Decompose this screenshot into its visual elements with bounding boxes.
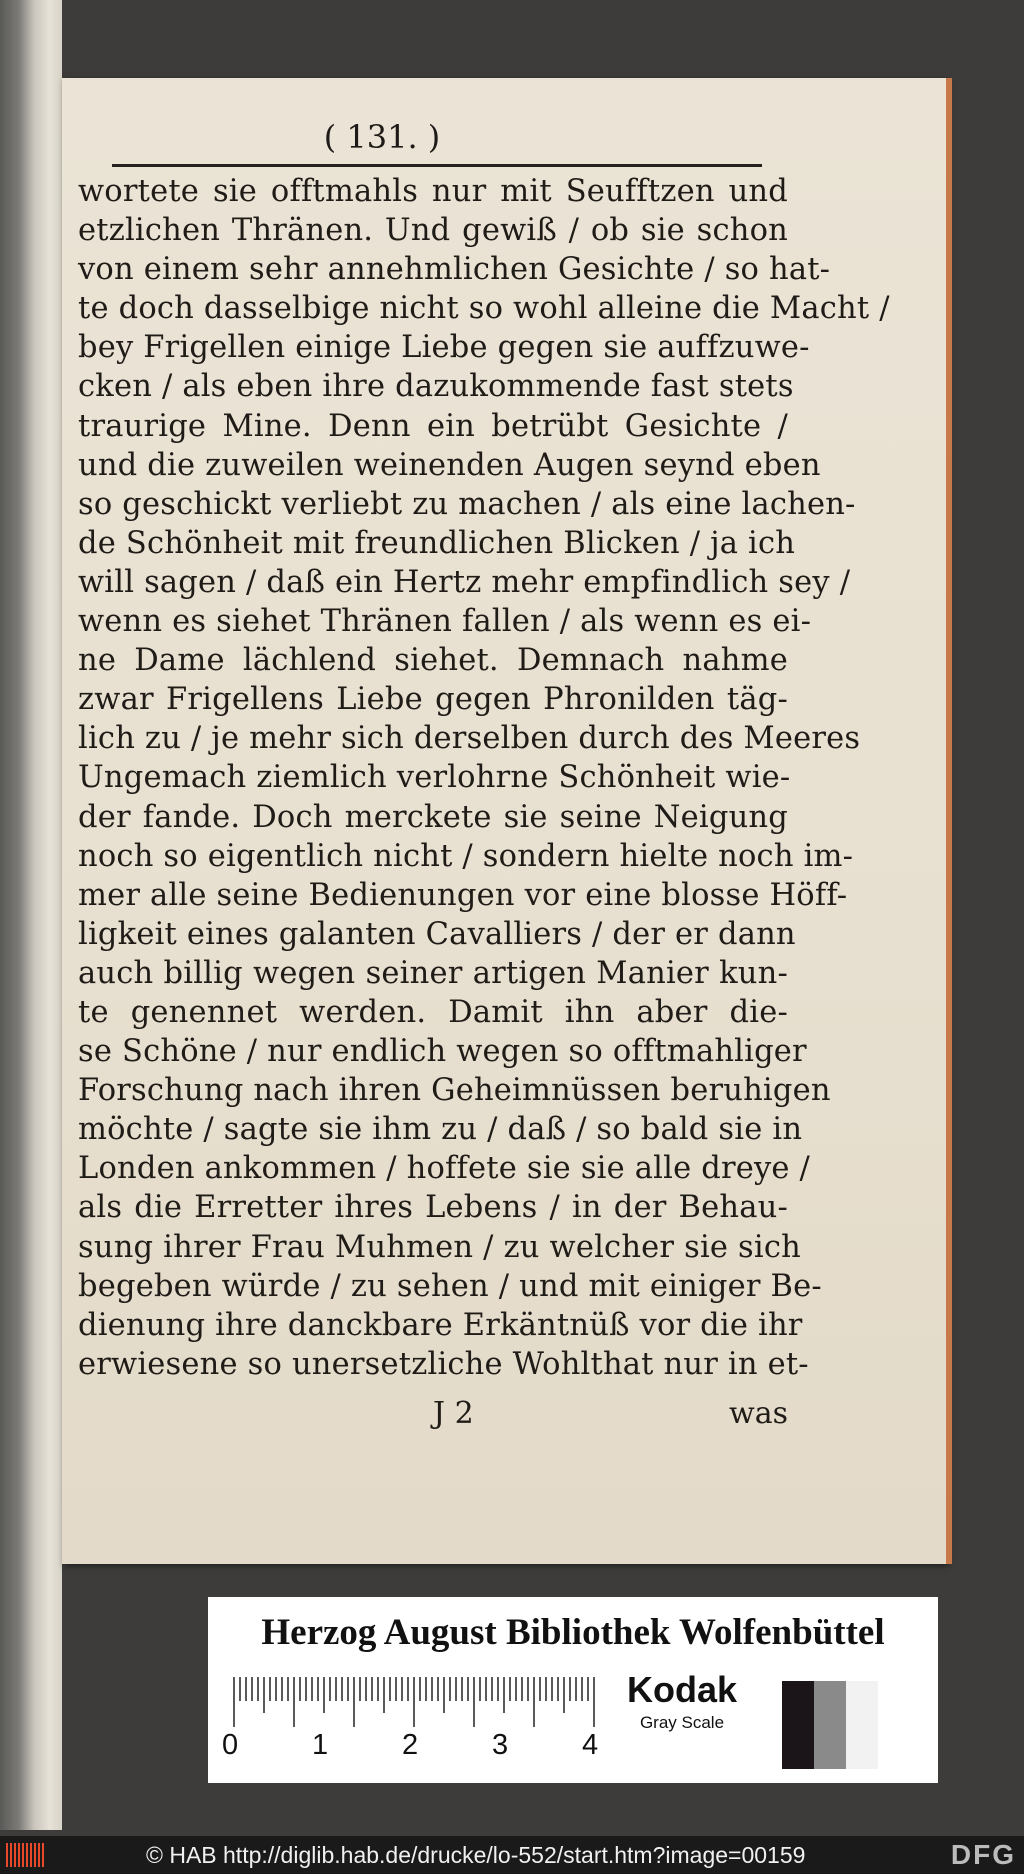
text-line: dienung ihre danckbare Erkäntnüß vor die ihr [78,1307,803,1343]
text-line: lich zu / je mehr sich derselben durch des Meeres [78,721,861,757]
dfg-logo: DFG [950,1839,1016,1870]
page-text [78,172,890,1384]
text-line: möchte / sagte sie ihm zu / daß / so bald sie in [78,1112,803,1148]
text-line: de Schönheit mit freundlichen Blicken / ja ich [78,525,796,561]
text-line: Ungemach ziemlich verlohrne Schönheit wie- [78,760,791,796]
footer-bar [0,1836,1024,1874]
ruler-number: 1 [312,1729,329,1761]
text-line: von einem sehr annehmlichen Gesichte / so hat- [78,252,831,288]
source-url[interactable]: © HAB http://diglib.hab.de/drucke/lo-552/start.htm?image=00159 [146,1842,806,1868]
text-line: zwar Frigellens Liebe gegen Phronilden täg- [78,682,788,718]
hab-logo-icon [6,1843,46,1867]
ruler-number: 4 [582,1729,599,1761]
text-line: als die Erretter ihres Lebens / in der Behau- [78,1190,788,1226]
text-line: will sagen / daß ein Hertz mehr empfindlich sey / [78,564,851,600]
text-line: cken / als eben ihre dazukommende fast stets [78,369,794,405]
gray-patch [846,1681,878,1769]
text-line: begeben würde / zu sehen / und mit einiger Be- [78,1268,822,1304]
page-number: ( 131. ) [323,118,441,156]
text-line: bey Frigellen einige Liebe gegen sie auffzuwe- [78,330,810,366]
text-line: mer alle seine Bedienungen vor eine blosse Höff- [78,877,848,913]
library-name: Herzog August Bibliothek Wolfenbüttel [261,1612,885,1653]
text-line: wortete sie offtmahls nur mit Seufftzen und [78,174,788,209]
text-line: auch billig wegen seiner artigen Manier kun- [78,955,788,991]
ruler-number: 2 [402,1729,419,1761]
kodak-logo: Kodak [626,1669,738,1710]
ruler-numbers [222,1729,612,1765]
text-line: traurige Mine. Denn ein betrübt Gesichte / [78,408,788,444]
text-line: noch so eigentlich nicht / sondern hielte noch im- [78,838,854,874]
gray-patch [782,1681,814,1769]
text-line: wenn es siehet Thränen fallen / als wenn es ei- [78,604,812,640]
ruler-number: 0 [222,1729,239,1761]
page-footer [78,1396,788,1436]
text-line: so geschickt verliebt zu machen / als eine lachen- [78,486,856,522]
text-line: sung ihrer Frau Muhmen / zu welcher sie sich [78,1229,801,1265]
text-line: se Schöne / nur endlich wegen so offtmahliger [78,1034,807,1070]
gray-patch [814,1681,846,1769]
text-line: ne Dame lächlend siehet. Demnach nahme [78,643,788,679]
text-line: Londen ankommen / hoffete sie sie alle dreye / [78,1151,811,1187]
ruler-ticks [230,1673,600,1729]
gray-scale-patches [782,1681,878,1769]
gray-scale-label: Gray Scale [639,1713,725,1732]
text-line: etzlichen Thränen. Und gewiß / ob sie schon [78,213,788,249]
header-rule [112,164,762,167]
ruler-number: 3 [492,1729,509,1761]
adjacent-page-edge [0,0,62,1830]
text-line: erwiesene so unersetzliche Wohlthat nur in et- [78,1346,809,1382]
text-line: Forschung nach ihren Geheimnüssen beruhigen [78,1073,831,1109]
signature-mark: J 2 [433,1396,474,1431]
text-line: der fande. Doch merckete sie seine Neigung [78,799,788,835]
library-color-card [208,1597,938,1783]
book-page [62,78,946,1564]
text-line: ligkeit eines galanten Cavalliers / der er dann [78,916,796,952]
text-line: und die zuweilen weinenden Augen seynd eben [78,447,821,483]
text-line: te doch dasselbige nicht so wohl alleine die Macht / [78,291,890,327]
text-line: te genennet werden. Damit ihn aber die- [78,994,788,1030]
catchword: was [729,1396,788,1431]
